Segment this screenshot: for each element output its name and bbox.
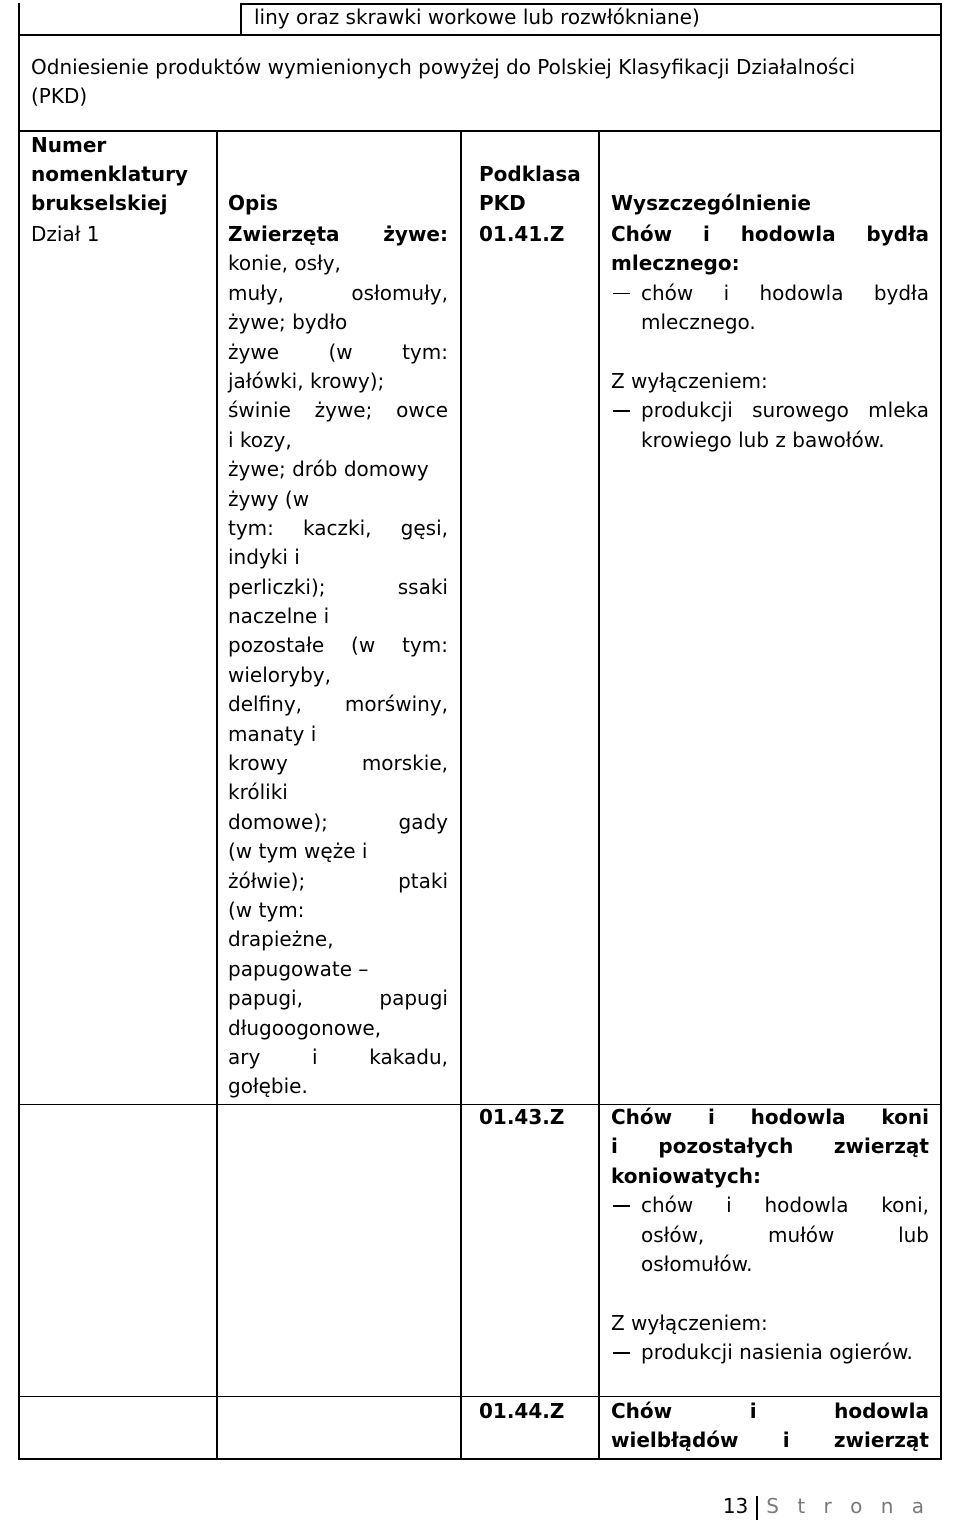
description-line: konie, osły, xyxy=(228,251,341,276)
description-line: tym: kaczki, gęsi, xyxy=(228,515,448,540)
row-divider xyxy=(18,34,942,36)
description-lines xyxy=(228,249,448,1099)
description-line: żywe; bydło xyxy=(228,310,348,335)
page-label: S t r o n a xyxy=(766,1494,930,1518)
entry-2-exclusion-1: produkcji nasienia ogierów. xyxy=(611,1338,929,1367)
description-line: papugowate – xyxy=(228,956,369,981)
footer-separator xyxy=(756,1496,758,1520)
entry-1-details xyxy=(611,220,929,455)
description-line: świnie żywe; owce xyxy=(228,398,448,423)
col-divider xyxy=(460,130,462,1460)
entry-2-title-3: koniowatych: xyxy=(611,1163,761,1188)
description-title-2: żywe: xyxy=(383,222,448,246)
pkd-code-3: 01.44.Z xyxy=(479,1399,565,1423)
entry-2-title-1: Chów i hodowla koni xyxy=(611,1105,929,1129)
entry-1-exclusion-1: produkcji surowego mleka xyxy=(611,396,929,425)
header-details: Wyszczególnienie xyxy=(611,191,811,215)
description-line: domowe); gady xyxy=(228,809,448,834)
description-line: żywe; drób domowy xyxy=(228,457,429,482)
entry-3-title-1: Chów i hodowla xyxy=(611,1399,929,1423)
header-description: Opis xyxy=(228,191,279,215)
description-line: pozostałe (w tym: xyxy=(228,633,448,658)
row-number: Dział 1 xyxy=(31,222,100,246)
pkd-code-2: 01.43.Z xyxy=(479,1105,565,1129)
entry-1-title-1: Chów i hodowla bydła xyxy=(611,222,929,246)
description-line: muły, osłomuły, xyxy=(228,280,448,305)
header-number-2: nomenklatury xyxy=(31,162,188,186)
description-line: indyki i xyxy=(228,545,300,570)
header-pkd-1: Podklasa xyxy=(479,162,581,186)
page-footer xyxy=(723,1494,930,1520)
entry-2-item-1: chów i hodowla koni, xyxy=(611,1191,929,1220)
description-title-1: Zwierzęta xyxy=(228,222,340,246)
description-line: żółwie); ptaki xyxy=(228,868,448,893)
description-cell xyxy=(228,220,448,1099)
continued-text: liny oraz skrawki workowe lub rozwłókniane) xyxy=(254,5,700,29)
pkd-code-1: 01.41.Z xyxy=(479,222,565,246)
entry-1-exclusion-1-cont: krowiego lub z bawołów. xyxy=(641,427,885,452)
description-line: króliki xyxy=(228,780,288,805)
description-line: jałówki, krowy); xyxy=(228,368,385,393)
description-line: długoogonowe, xyxy=(228,1015,382,1040)
description-line: żywy (w xyxy=(228,486,310,511)
description-line: papugi, papugi xyxy=(228,986,448,1011)
description-line: (w tym węże i xyxy=(228,839,368,864)
table-border-right xyxy=(940,3,942,1460)
entry-1-item-1-cont: mlecznego. xyxy=(641,310,756,335)
header-number-3: brukselskiej xyxy=(31,191,168,215)
col-divider xyxy=(216,130,218,1460)
description-line: żywe (w tym: xyxy=(228,339,448,364)
entry-2-exclusion-label: Z wyłączeniem: xyxy=(611,1310,768,1335)
entry-2-details xyxy=(611,1103,929,1368)
description-line: drapieżne, xyxy=(228,927,334,952)
page-number: 13 xyxy=(722,1494,749,1518)
col-divider xyxy=(598,130,600,1460)
table-border-left xyxy=(18,3,20,1460)
entry-1-exclusion-label: Z wyłączeniem: xyxy=(611,368,768,393)
header-pkd-2: PKD xyxy=(479,191,526,215)
description-line: delfiny, morświny, xyxy=(228,692,448,717)
entry-2-item-1-cont: osłów, mułów lub xyxy=(641,1222,929,1247)
header-number-1: Numer xyxy=(31,133,107,157)
description-line: naczelne i xyxy=(228,604,330,629)
description-line: wieloryby, xyxy=(228,662,331,687)
entry-1-title-2: mlecznego: xyxy=(611,251,740,276)
description-line: (w tym: xyxy=(228,897,305,922)
entry-3-title-2: wielbłądów i zwierząt xyxy=(611,1428,929,1453)
description-line: gołębie. xyxy=(228,1074,308,1099)
description-line: krowy morskie, xyxy=(228,751,448,776)
entry-3-details xyxy=(611,1397,929,1456)
col-divider xyxy=(240,3,242,34)
entry-2-title-2: i pozostałych zwierząt xyxy=(611,1134,929,1159)
pkd-reference-line-2: (PKD) xyxy=(31,84,88,108)
row-divider xyxy=(18,130,942,132)
table-border-bottom xyxy=(18,1458,942,1460)
description-line: manaty i xyxy=(228,721,317,746)
description-line: i kozy, xyxy=(228,427,292,452)
entry-2-item-1-cont2: osłomułów. xyxy=(641,1251,753,1276)
description-line: perliczki); ssaki xyxy=(228,574,448,599)
entry-1-item-1: chów i hodowla bydła xyxy=(611,279,929,308)
description-line: ary i kakadu, xyxy=(228,1044,448,1069)
pkd-reference-line-1: Odniesienie produktów wymienionych powyżej do Polskiej Klasyfikacji Działalności xyxy=(31,55,856,79)
